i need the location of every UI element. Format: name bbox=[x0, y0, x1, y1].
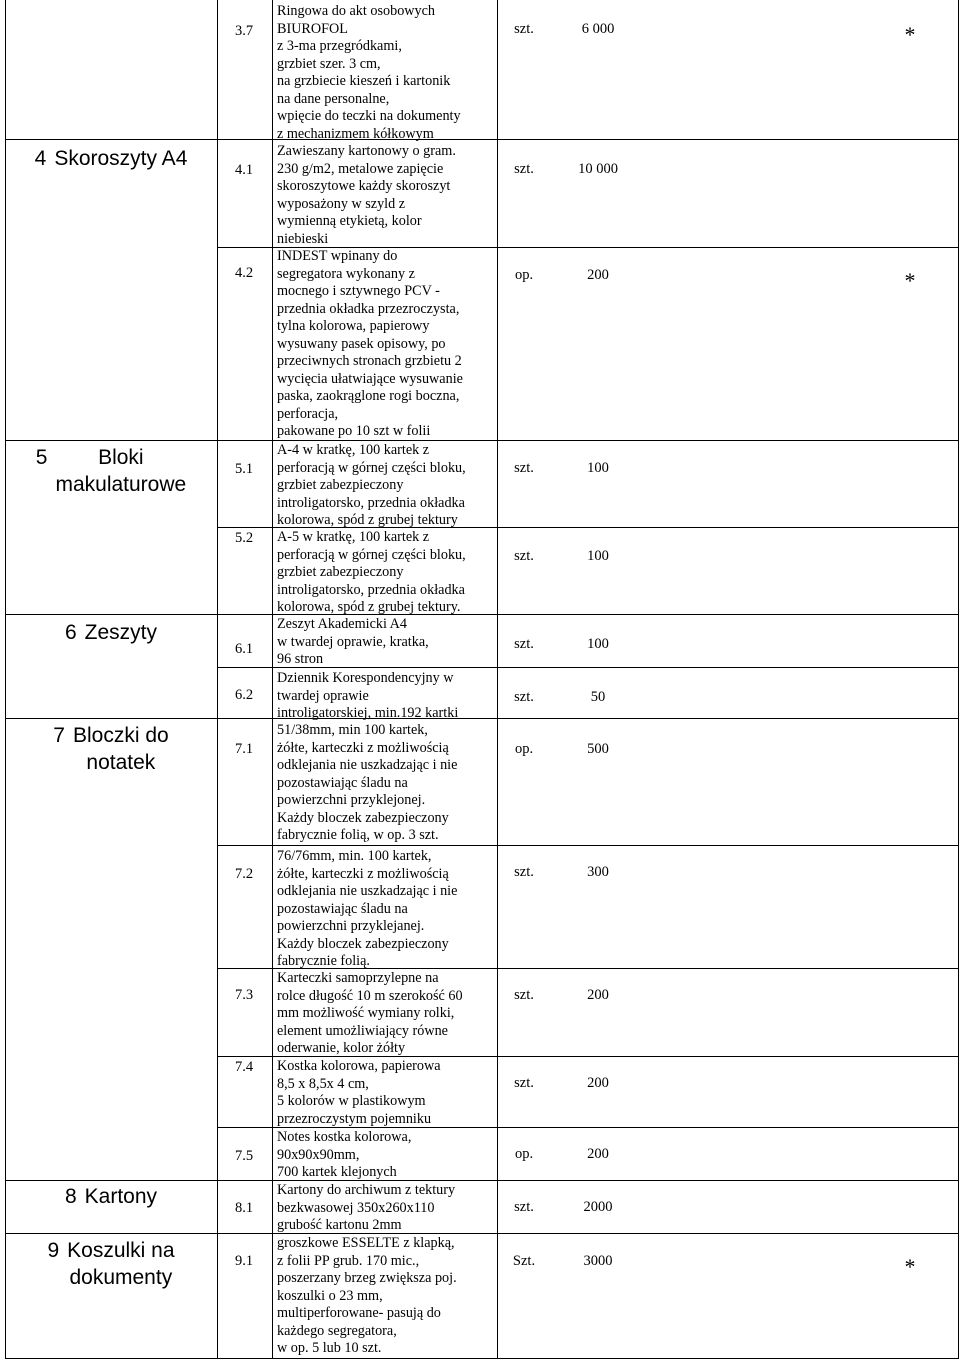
item-number: 9.1 bbox=[234, 1253, 254, 1269]
item-quantity: 6 000 bbox=[581, 21, 615, 37]
item-quantity: 50 bbox=[590, 689, 606, 705]
item-quantity: 10 000 bbox=[578, 161, 618, 177]
item-description: Kostka kolorowa, papierowa 8,5 x 8,5x 4 cm, 5 kolorów w plastikowym przezroczystym pojemniku bbox=[277, 1058, 441, 1127]
category-number: 7 bbox=[53, 724, 65, 747]
item-quantity: 100 bbox=[587, 548, 609, 564]
item-number: 8.1 bbox=[234, 1200, 254, 1216]
item-quantity: 500 bbox=[587, 741, 609, 757]
item-unit: szt. bbox=[514, 21, 534, 37]
category-cell bbox=[6, 718, 216, 780]
item-quantity: 2000 bbox=[583, 1199, 613, 1215]
category-cell bbox=[6, 614, 216, 650]
item-number: 7.5 bbox=[234, 1148, 254, 1164]
category-name: Kartony bbox=[84, 1184, 158, 1208]
item-unit: szt. bbox=[514, 987, 534, 1003]
item-description: Zawieszany kartonowy o gram. 230 g/m2, metalowe zapięcie skoroszytowe każdy skoroszyt wyposażony w szyld z wymienną etykietą, kolor niebieski bbox=[277, 143, 456, 247]
item-quantity: 3000 bbox=[583, 1253, 613, 1269]
category-name: Koszulki na dokumenty bbox=[67, 1239, 175, 1289]
item-quantity: 200 bbox=[587, 987, 609, 1003]
column-divider bbox=[272, 0, 273, 1358]
category-number: 5 bbox=[35, 446, 48, 469]
item-description: groszkowe ESSELTE z klapką, z folii PP grub. 170 mic., poszerzany brzeg zwiększa poj. koszulki o 23 mm, multiperforowane- pasują do każdego segregatora, w op. 5 lub 10 szt. bbox=[277, 1235, 457, 1356]
category-name: Bloczki do notatek bbox=[72, 724, 169, 774]
item-unit: szt. bbox=[514, 689, 534, 705]
item-number: 7.1 bbox=[234, 741, 254, 757]
item-description: Zeszyt Akademicki A4 w twardej oprawie, kratka, 96 stron bbox=[277, 616, 429, 667]
category-cell bbox=[6, 139, 216, 178]
item-quantity: 200 bbox=[587, 267, 609, 283]
item-quantity: 100 bbox=[587, 460, 609, 476]
category-number: 4 bbox=[34, 147, 47, 170]
row-divider bbox=[217, 845, 958, 846]
item-description: Ringowa do akt osobowych BIUROFOL z 3-ma przegródkami, grzbiet szer. 3 cm, na grzbiecie kieszeń i kartonik na dane personalne, wpięcie do teczki na dokumenty z mechanizmem kółkowym bbox=[277, 3, 461, 142]
column-divider bbox=[497, 0, 498, 1358]
item-number: 5.2 bbox=[234, 530, 254, 546]
item-unit: szt. bbox=[514, 864, 534, 880]
item-description: Kartony do archiwum z tektury bezkwasowej 350x260x110 grubość kartonu 2mm bbox=[277, 1182, 456, 1233]
item-number: 6.2 bbox=[234, 687, 254, 703]
item-unit: Szt. bbox=[512, 1253, 536, 1269]
item-number: 7.2 bbox=[234, 866, 254, 882]
category-name: Bloki makulaturowe bbox=[55, 446, 187, 496]
category-cell bbox=[6, 1233, 216, 1295]
item-number: 4.2 bbox=[234, 265, 254, 281]
item-unit: szt. bbox=[514, 636, 534, 652]
asterisk-mark: * bbox=[904, 268, 916, 293]
category-number: 6 bbox=[64, 620, 77, 644]
item-unit: op. bbox=[514, 267, 534, 283]
item-unit: szt. bbox=[514, 548, 534, 564]
category-number: 8 bbox=[64, 1184, 77, 1208]
item-description: A-4 w kratkę, 100 kartek z perforacją w górnej części bloku, grzbiet zabezpieczony introligatorsko, przednia okładka kolorowa, spód z grubej tektury bbox=[277, 442, 466, 528]
item-number: 7.4 bbox=[234, 1059, 254, 1075]
item-description: Karteczki samoprzylepne na rolce długość 10 m szerokość 60 mm możliwość wymiany rolki, element umożliwiający równe oderwanie, kolor żółty bbox=[277, 970, 463, 1056]
item-number: 5.1 bbox=[234, 461, 254, 477]
category-cell bbox=[6, 440, 216, 502]
category-cell bbox=[6, 1180, 216, 1212]
item-description: Notes kostka kolorowa, 90x90x90mm, 700 kartek klejonych bbox=[277, 1129, 412, 1180]
item-unit: op. bbox=[514, 1146, 534, 1162]
asterisk-mark: * bbox=[904, 22, 916, 47]
item-unit: szt. bbox=[514, 161, 534, 177]
category-name: Zeszyty bbox=[84, 620, 158, 644]
item-description: A-5 w kratkę, 100 kartek z perforacją w górnej części bloku, grzbiet zabezpieczony introligatorsko, przednia okładka kolorowa, spód z grubej tektury. bbox=[277, 529, 466, 615]
item-number: 6.1 bbox=[234, 641, 254, 657]
item-quantity: 100 bbox=[587, 636, 609, 652]
item-description: Dziennik Korespondencyjny w twardej oprawie introligatorskiej, min.192 kartki bbox=[277, 670, 459, 721]
item-number: 4.1 bbox=[234, 162, 254, 178]
item-description: INDEST wpinany do segregatora wykonany z mocnego i sztywnego PCV - przednia okładka przezroczysta, tylna kolorowa, papierowy wysuwany pasek opisowy, po przeciwnych stronach grzbietu 2 wycięcia ułatwiające wysuwanie paska, zaokrąglone rogi boczna, perforacja, pakowane po 10 szt w folii bbox=[277, 248, 463, 439]
item-description: 76/76mm, min. 100 kartek, żółte, karteczki z możliwością odklejania nie uszkadzając i nie pozostawiając śladu na powierzchni przyklejanej. Każdy bloczek zabezpieczony fabrycznie folią. bbox=[277, 848, 458, 969]
item-number: 7.3 bbox=[234, 987, 254, 1003]
item-quantity: 200 bbox=[587, 1146, 609, 1162]
item-unit: szt. bbox=[514, 460, 534, 476]
category-name: Skoroszyty A4 bbox=[54, 147, 188, 170]
item-quantity: 200 bbox=[587, 1075, 609, 1091]
item-quantity: 300 bbox=[587, 864, 609, 880]
category-number: 9 bbox=[47, 1239, 60, 1262]
item-unit: szt. bbox=[514, 1075, 534, 1091]
item-unit: op. bbox=[514, 741, 534, 757]
asterisk-mark: * bbox=[904, 1254, 916, 1279]
item-description: 51/38mm, min 100 kartek, żółte, karteczki z możliwością odklejania nie uszkadzając i nie pozostawiając śladu na powierzchni przyklejonej. Każdy bloczek zabezpieczony fabrycznie folią, w op. 3 szt. bbox=[277, 722, 458, 843]
item-number: 3.7 bbox=[234, 23, 254, 39]
item-unit: szt. bbox=[514, 1199, 534, 1215]
